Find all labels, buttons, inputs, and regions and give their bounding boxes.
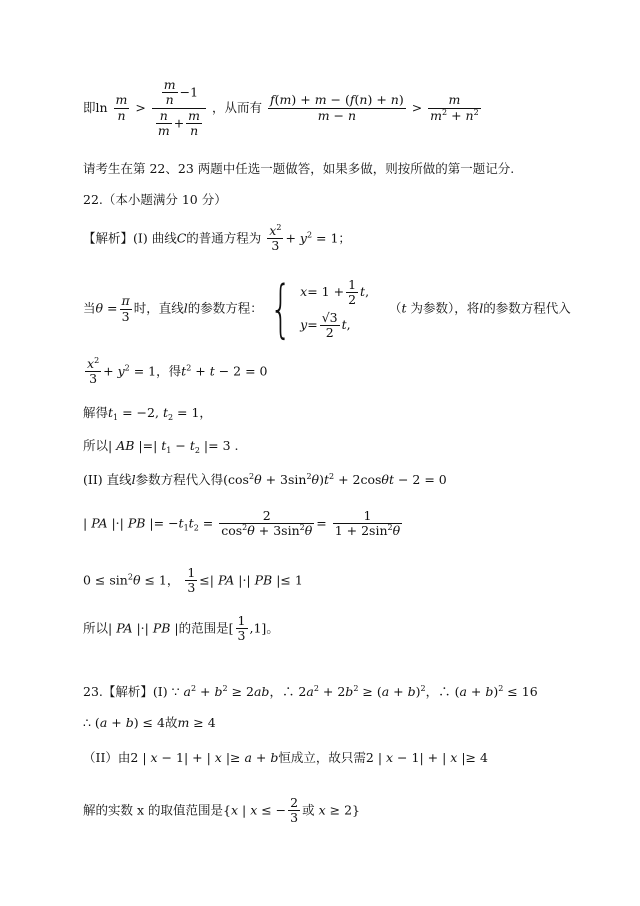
- text-c: 的参数方程：: [187, 300, 263, 316]
- param-system: x = 1 + $\frac{1}{2}$ t , y = $\frac{√3}{2}$ t ,: [300, 276, 370, 340]
- text-a: 解的实数 x 的取值范围是: [83, 802, 223, 818]
- frac-simplified: $\frac{1}{1 + 2\sin^2\theta}$: [334, 508, 401, 539]
- text-a: 当: [83, 300, 96, 316]
- part-label: (I): [133, 230, 148, 246]
- frac-m-n: $\frac{m}{n}$: [115, 92, 128, 123]
- sol-22-part2: (II) 直线l参数方程代入得$(\cos^2\theta + 3\sin^2\theta)t^2 + 2\cos\theta t - 2 = 0$: [83, 472, 447, 487]
- sol-23-result: ∴ (a + b) ≤ 4故m ≥ 4: [83, 715, 216, 730]
- part-label: (I): [152, 684, 168, 699]
- text-c: 。: [266, 620, 279, 636]
- sol-23-part1: 23.【解析】(I) ∵ $a^2 + b^2 \ge 2ab$，∴ $2a^2 + 2b^2 \ge (a + b)^2$，∴ $(a + b)^2 \le 16$: [83, 684, 538, 699]
- text-a: 解得: [83, 405, 109, 420]
- frac-pi-3: $\frac{\pi}{3}$: [121, 293, 130, 324]
- text-a: 故: [164, 715, 178, 730]
- eq-line-1: 即ln $\frac{m}{n}$ > $\frac{m}{n}$ −1 $\frac{n}{m}$ + $\frac{m}{n}$ ，从而有 $\frac{f(m) + m - (f(n) + n)}{m - n}$ > $\frac{m}{m^2 + n^2}$: [83, 77, 479, 139]
- sol-23-range: 解的实数 x 的取值范围是{x | x ≤ − $\frac{2}{3}$ 或 x ≥ 2}: [83, 795, 360, 826]
- text-a: 恒成立，故只需: [278, 750, 366, 765]
- text-b: 的范围是: [178, 620, 229, 636]
- text-b: 或: [302, 802, 315, 818]
- part-label: （II）由: [83, 750, 131, 765]
- problem-number: 23.: [83, 684, 103, 699]
- sol-22-conclusion: 所以| PA |·| PB |的范围是[ $\frac{1}{3}$ ,1]。: [83, 613, 279, 644]
- frac-1-3: $\frac{1}{3}$: [187, 565, 196, 596]
- text-a: 曲线: [151, 230, 177, 246]
- sol-22-part1: 【解析】(I) 曲线C的普通方程为 $\frac{x^2}{3}$ + $y^2 = 1$；: [83, 223, 351, 254]
- sol-23-part2: （II）由2 | x − 1| + | x |≥ a + b恒成立，故只需2 | x − 1| + | x |≥ 4: [83, 750, 488, 765]
- instruction-line: 请考生在第 22、23 两题中任选一题做答，如果多做，则按所做的第一题记分.: [83, 161, 515, 176]
- frac-2-3: $\frac{2}{3}$: [290, 795, 299, 826]
- sol-22-bounds: $0 \le \sin^2\theta \le 1$， $\frac{1}{3}$ ≤| PA |·| PB |≤ 1: [83, 565, 303, 596]
- brace: {: [269, 272, 292, 345]
- sol-22-substitute: $\frac{x^2}{3}$ + $y^2 = 1$，得$t^2 + t - 2 = 0$: [87, 356, 268, 387]
- text-a: ，得: [156, 363, 182, 379]
- text-mid: ，从而有: [212, 99, 263, 115]
- frac-product: $\frac{2}{\cos^2\theta + 3\sin^2\theta}$: [221, 508, 313, 539]
- text-b: 时，直线: [133, 300, 184, 316]
- sol-22-roots: 解得$t_1 = -2$, $t_2 = 1$，: [83, 405, 212, 422]
- text-a: 所以: [83, 620, 109, 636]
- text-prefix: 即: [83, 99, 96, 115]
- text-d: （: [388, 300, 402, 316]
- text-e: 为参数），将: [410, 300, 480, 316]
- frac-1-3: $\frac{1}{3}$: [237, 613, 246, 644]
- text-b: 的普通方程为: [186, 230, 262, 246]
- problem-22-heading: 22.（本小题满分 10 分）: [83, 192, 227, 207]
- frac-x2-3: $\frac{x^2}{3}$: [87, 356, 100, 387]
- text-b: 参数方程代入得: [135, 472, 224, 487]
- frac-big: $\frac{m}{n}$ −1 $\frac{n}{m}$ + $\frac{m}{n}$: [152, 78, 206, 139]
- sol-22-ab: 所以| AB |=| $t_1 - t_2$ |= 3 .: [83, 438, 239, 455]
- text-a: 所以: [83, 438, 109, 453]
- text-b: ，: [166, 572, 180, 588]
- tag-analysis: 【解析】: [102, 684, 153, 699]
- frac-f: $\frac{f(m) + m - (f(n) + n)}{m - n}$: [270, 92, 404, 123]
- text-f: 的参数方程代入: [483, 300, 571, 316]
- sol-22-product: | PA |·| PB |= $-t_1t_2$ = $\frac{2}{\cos^2\theta + 3\sin^2\theta}$ = $\frac{1}{1 + 2\sin^2\theta}$: [83, 508, 401, 539]
- frac-m-sq: $\frac{m}{m^2 + n^2}$: [430, 92, 479, 123]
- sol-22-param: 当θ = $\frac{\pi}{3}$ 时，直线l的参数方程： { x = 1 + $\frac{1}{2}$ t , y = $\frac{√3}{2}$ t , （t 为参数），将l的参数方程代入: [83, 272, 571, 345]
- text-a: 直线: [106, 472, 132, 487]
- frac-x2-3: $\frac{x^2}{3}$: [269, 223, 282, 254]
- tag-analysis: 【解析】: [83, 230, 134, 246]
- part-label: (II): [83, 472, 103, 487]
